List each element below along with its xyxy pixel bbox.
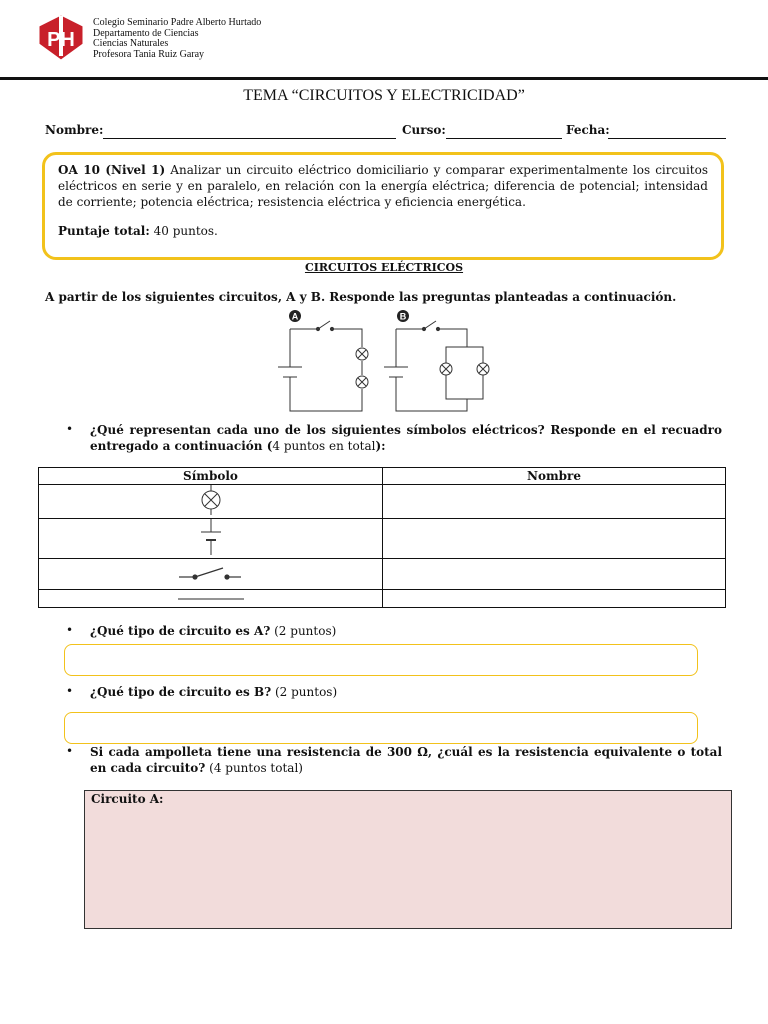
question-2-points: (2 puntos) <box>270 624 337 638</box>
answer-box-b[interactable] <box>64 712 698 744</box>
bullet-3: • <box>66 684 74 698</box>
bullet-1: • <box>66 422 74 436</box>
question-1-points: 4 puntos en total <box>272 439 376 453</box>
circuit-a-answer-label: Circuito A: <box>91 792 164 806</box>
circuit-b <box>384 310 489 411</box>
symbol-cell <box>39 485 383 519</box>
bullet-2: • <box>66 623 74 637</box>
nombre-label: Nombre: <box>45 123 104 137</box>
symbol-cell <box>39 559 383 590</box>
score-value: 40 puntos. <box>149 224 218 238</box>
curso-field[interactable] <box>446 124 562 139</box>
circuit-b-label: B <box>399 311 407 322</box>
header-rule <box>0 77 768 80</box>
department: Departamento de Ciencias <box>93 27 199 39</box>
circuit-a <box>278 310 368 411</box>
question-1-paren-open: ( <box>262 439 273 453</box>
intro-text: A partir de los siguientes circuitos, A y B. Responde las preguntas planteadas a continuación. <box>45 290 677 304</box>
symbol-cell <box>39 519 383 559</box>
table-row <box>39 485 726 519</box>
table-row <box>39 590 726 608</box>
page-title: TEMA “CIRCUITOS Y ELECTRICIDAD” <box>243 87 525 104</box>
symbol-cell <box>39 590 383 608</box>
logo-text: PH <box>47 29 75 51</box>
fecha-field[interactable] <box>608 124 726 139</box>
school-header <box>93 18 261 60</box>
curso-label: Curso: <box>402 123 446 137</box>
question-1-text: ¿Qué representan cada uno de los siguientes símbolos eléctricos? Responde en el recuadro entregado a continuación <box>90 423 722 453</box>
question-2-text: ¿Qué tipo de circuito es A? <box>90 624 271 638</box>
score-label: Puntaje total: <box>58 224 150 238</box>
switch-symbol-icon <box>179 563 243 583</box>
table-row <box>39 559 726 590</box>
circuit-diagrams <box>270 307 500 417</box>
symbols-table <box>38 467 726 608</box>
name-answer-cell[interactable] <box>383 485 726 519</box>
question-2 <box>90 623 336 639</box>
header-name: Nombre <box>383 468 726 485</box>
question-1-paren-close: ): <box>375 439 386 453</box>
name-answer-cell[interactable] <box>383 590 726 608</box>
circuit-a-answer-box[interactable] <box>84 790 732 929</box>
table-row <box>39 519 726 559</box>
battery-symbol-icon <box>196 519 226 555</box>
section-title: CIRCUITOS ELÉCTRICOS <box>304 261 464 274</box>
question-4 <box>90 744 722 776</box>
question-3-text: ¿Qué tipo de circuito es B? <box>90 685 272 699</box>
question-4-text: Si cada ampolleta tiene una resistencia de 300 Ω, ¿cuál es la resistencia equivalente o total en cada circuito? <box>90 745 722 775</box>
objective-description: Analizar un circuito eléctrico domiciliario y comparar experimentalmente los circuitos eléctricos en serie y en paralelo, en relación con la energía eléctrica; diferencia de potencial; intensidad de corriente; potencia eléctrica; resistencia eléctrica y eficiencia energética. <box>58 163 708 209</box>
teacher: Profesora Tania Ruiz Garay <box>93 48 205 60</box>
question-1 <box>90 422 722 454</box>
answer-box-a[interactable] <box>64 644 698 676</box>
wire-symbol-icon <box>178 591 244 603</box>
question-3 <box>90 684 337 700</box>
objective-text <box>58 162 708 210</box>
total-score <box>58 224 218 238</box>
objective-label: OA 10 (Nivel 1) <box>58 163 166 177</box>
circuit-a-label: A <box>291 311 299 322</box>
lamp-symbol-icon <box>196 485 226 515</box>
name-answer-cell[interactable] <box>383 519 726 559</box>
header-symbol: Símbolo <box>39 468 383 485</box>
school-logo <box>37 14 85 60</box>
bullet-4: • <box>66 744 74 758</box>
fecha-label: Fecha: <box>566 123 610 137</box>
table-header-row <box>39 468 726 485</box>
subject: Ciencias Naturales <box>93 38 169 49</box>
nombre-field[interactable] <box>103 124 396 139</box>
question-3-points: (2 puntos) <box>271 685 338 699</box>
question-4-points: (4 puntos total) <box>205 761 303 775</box>
school-name: Colegio Seminario Padre Alberto Hurtado <box>93 17 262 28</box>
name-answer-cell[interactable] <box>383 559 726 590</box>
